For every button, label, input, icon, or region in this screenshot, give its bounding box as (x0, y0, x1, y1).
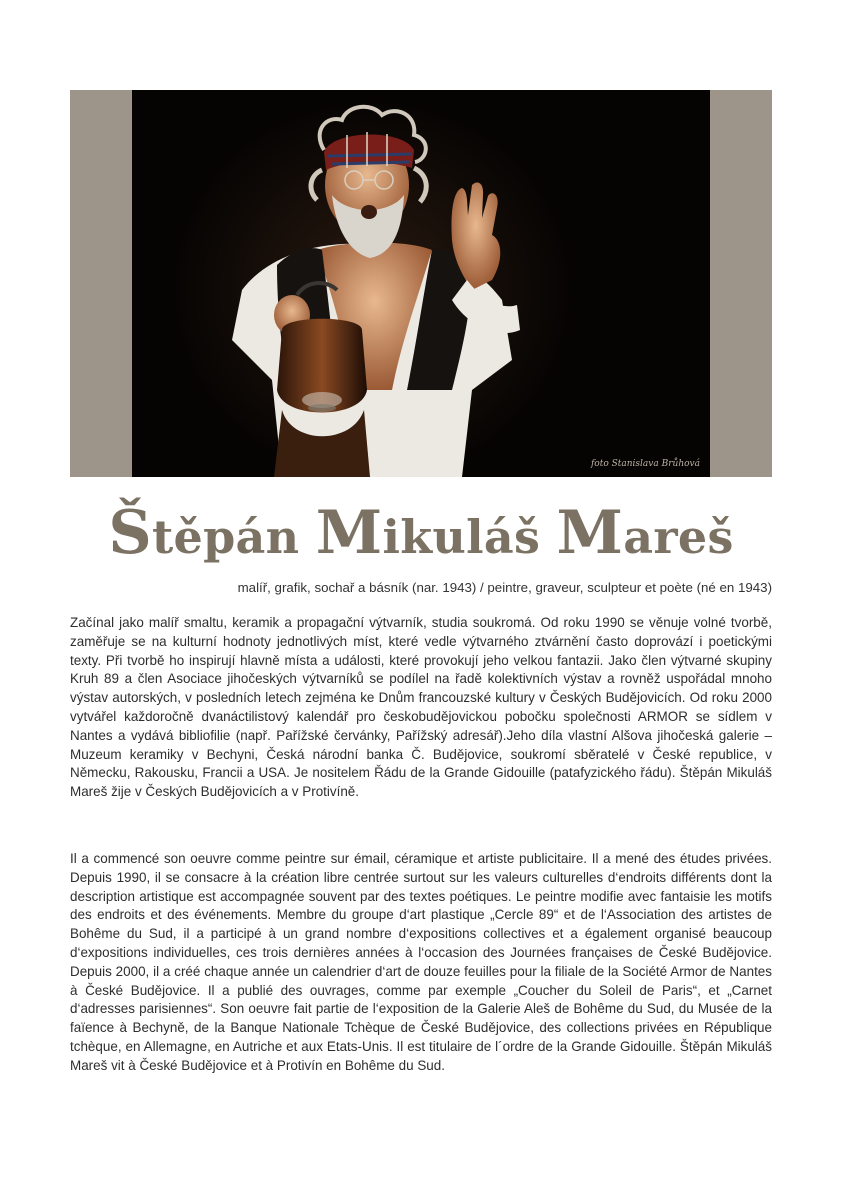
biography-czech: Začínal jako malíř smaltu, keramik a propagační výtvarník, studia soukromá. Od roku 1990 se věnuje volné tvorbě, zaměřuje se na kulturní hodnoty jednotlivých míst, které vedle výtvarného ztvárnění často doprovází i poetickými texty. Při tvorbě ho inspirují hlavně místa a události, které provokují jeho velkou fantazii. Jako člen výtvarné skupiny Kruh 89 a člen Asociace jihočeských výtvarníků se podílel na řadě kolektivních výstav a rovněž uspořádal mnoho výstav autorských, v posledních letech zejména ke Dnům francouzské kultury v Českých Budějovicích. Od roku 2000 vytvářel každoročně dvanáctilistový kalendář pro českobudějovickou pobočku společnosti ARMOR se sídlem v Nantes a vydává bibliofilie (např. Pařížské červánky, Pařížský adresář).Jeho díla vlastní Alšova jihočeská galerie – Muzeum keramiky v Bechyni, Česká národní banka Č. Budějovice, soukromí sběratelé v České republice, v Německu, Rakousku, Francii a USA. Je nositelem Řádu de la Grande Gidouille (patafyzického řádu). Štěpán Mikuláš Mareš žije v Českých Budějovicích a v Protivíně. (70, 615, 772, 800)
subtitle: malíř, grafik, sochař a básník (nar. 1943) / peintre, graveur, sculpteur et poète (né en 1943) (237, 580, 772, 595)
name-word-first: Štěpán (108, 498, 300, 568)
biography-french: Il a commencé son oeuvre comme peintre sur émail, céramique et artiste publicitaire. Il a mené des études privées. Depuis 1990, il se consacre à la création libre centrée surtout sur les valeurs culturelles d‘endroits différents dont la description artistique est accompagnée souvent par des textes poétiques. Le peintre modifie avec fantaisie les motifs des endroits et des événements. Membre du groupe d‘art plastique „Cercle 89“ et de l‘Association des artistes de Bohême du Sud, il a participé à un grand nombre d‘expositions collectives et a également organisé beaucoup d‘expositions individuelles, ces trois dernières années à l‘occasion des Journées françaises de České Budějovice. Depuis 2000, il a créé chaque année un calendrier d‘art de douze feuilles pour la filiale de la Société Armor de Nantes à České Budějovice. Il a publié des ouvrages, comme par exemple „Coucher du Soleil de Paris“, et „Carnet d‘adresses parisiennes“. Son oeuvre fait partie de l‘exposition de la Galerie Aleš de Bohême du Sud, du Musée de la faïence à Bechyně, de la Banque Nationale Tchèque de České Budějovice, des collections privées en République tchèque, en Allemagne, en Autriche et aux Etats-Unis. Il est titulaire de l´ordre de la Grande Gidouille. Štěpán Mikuláš Mareš vit à České Budějovice et à Protivín en Bohême du Sud. (70, 851, 772, 1073)
name-word-middle: Mikuláš (315, 498, 541, 568)
page-title (70, 498, 772, 568)
name-word-last: Mareš (556, 498, 734, 568)
portrait-photo (132, 90, 710, 477)
portrait-illustration (132, 90, 710, 477)
photo-frame (70, 90, 772, 477)
photo-credit: foto Stanislava Brůhová (590, 459, 700, 469)
